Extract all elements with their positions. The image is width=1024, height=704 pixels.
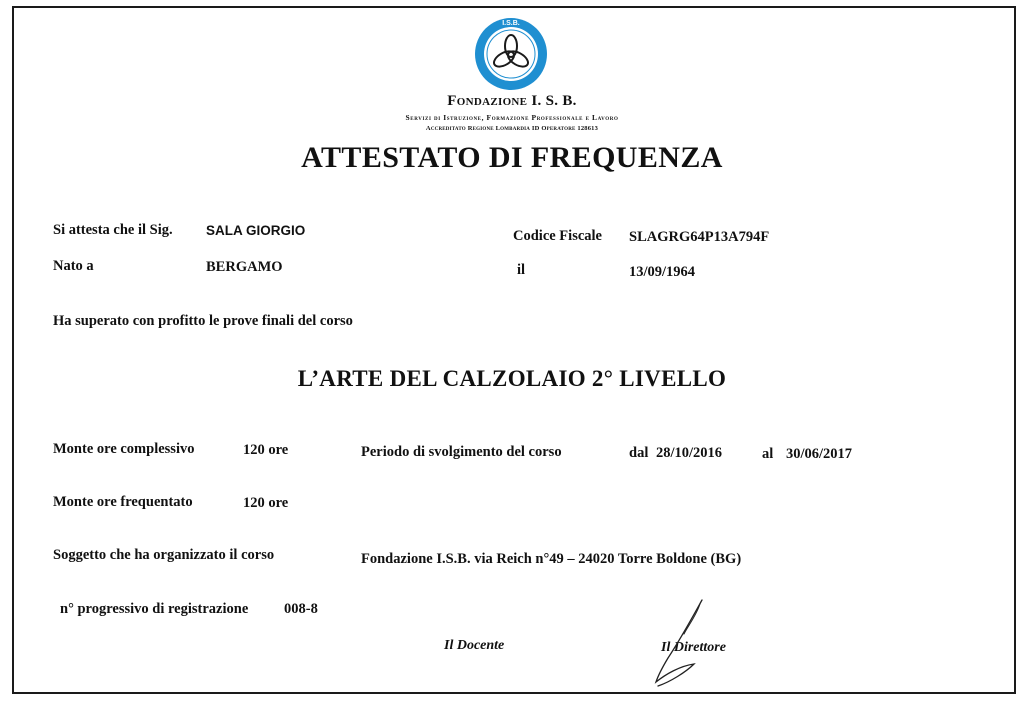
total-hours-label: Monte ore complessivo xyxy=(53,441,195,457)
birthplace-value: BERGAMO xyxy=(206,259,283,275)
organization-accreditation: Accreditato Regione Lombardia ID Operatore 128613 xyxy=(425,125,599,132)
attended-hours-value: 120 ore xyxy=(243,495,289,511)
registration-label: n° progressivo di registrazione xyxy=(60,601,249,617)
organization-name: Fondazione I. S. B. xyxy=(447,93,577,109)
foundation-logo xyxy=(473,16,549,92)
director-signature-label: Il Direttore xyxy=(661,640,726,655)
born-label: Nato a xyxy=(53,258,94,274)
period-from-date: 28/10/2016 xyxy=(656,445,723,461)
document-title: ATTESTATO DI FREQUENZA xyxy=(301,141,723,174)
fiscal-code-value: SLAGRG64P13A794F xyxy=(629,229,770,245)
director-signature xyxy=(640,596,720,690)
birth-date-value: 13/09/1964 xyxy=(629,264,696,280)
total-hours-value: 120 ore xyxy=(243,442,289,458)
period-from-label: dal xyxy=(629,445,649,461)
teacher-signature-label: Il Docente xyxy=(444,638,505,653)
attest-label: Si attesta che il Sig. xyxy=(53,222,173,238)
organizer-label: Soggetto che ha organizzato il corso xyxy=(53,547,275,563)
registration-number: 008-8 xyxy=(284,601,318,617)
course-name: L’ARTE DEL CALZOLAIO 2° LIVELLO xyxy=(297,366,727,391)
organizer-value: Fondazione I.S.B. via Reich n°49 – 24020 Torre Boldone (BG) xyxy=(361,551,742,567)
fiscal-code-label: Codice Fiscale xyxy=(513,228,602,244)
birth-date-label: il xyxy=(517,262,526,278)
attended-hours-label: Monte ore frequentato xyxy=(53,494,193,510)
organization-services: Servizi di Istruzione, Formazione Professionale e Lavoro xyxy=(405,113,619,122)
logo-text: I.S.B. xyxy=(502,20,520,27)
person-name: SALA GIORGIO xyxy=(206,223,306,238)
period-label: Periodo di svolgimento del corso xyxy=(361,444,562,460)
period-to-date: 30/06/2017 xyxy=(786,446,853,462)
period-to-label: al xyxy=(762,446,774,462)
statement-text: Ha superato con profitto le prove finali del corso xyxy=(53,313,353,329)
